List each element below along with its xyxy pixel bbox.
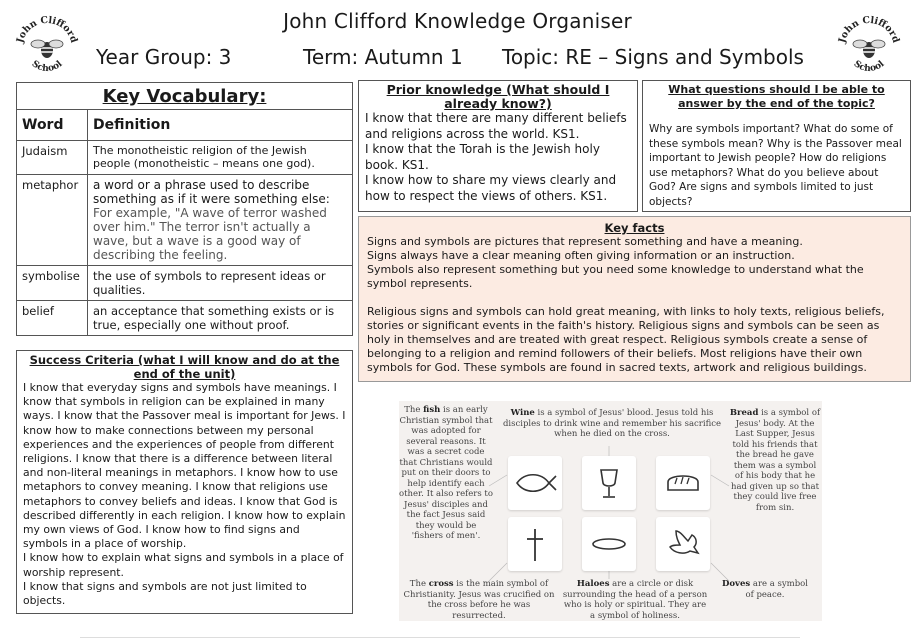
halo-card — [582, 517, 636, 571]
fish-caption — [399, 405, 493, 542]
prior-line: I know that the Torah is the Jewish holy book. KS1. — [365, 142, 600, 172]
cross-card — [508, 517, 562, 571]
chalice-icon — [582, 456, 636, 510]
table-row — [17, 300, 352, 335]
vocab-definition: the use of symbols to represent ideas or qualities. — [88, 265, 353, 300]
col-definition-header: Definition — [88, 110, 353, 140]
cross-caption-text: The cross is the main symbol of Christianity. Jesus was crucified on the cross before he was resurrected. — [403, 579, 555, 621]
prior-knowledge-panel — [358, 80, 638, 212]
topic: Topic: RE – Signs and Symbols — [502, 45, 804, 69]
svg-text:John Clifford: John Clifford — [836, 14, 902, 45]
bread-card — [656, 456, 710, 510]
prior-title: Prior knowledge (What should I already know?) — [386, 82, 610, 111]
keyfacts-p2: Signs always have a clear meaning often giving information or an instruction. — [367, 249, 795, 262]
fish-caption-text: The fish is an early Christian symbol that was adopted for several reasons. It was a secret code that Christians would put on their doors to help identify each other. It also refers to Jesus' disciples and the fact Jesus said they would be 'fishers of men'. — [399, 405, 493, 541]
success-text: I know that everyday signs and symbols have meanings. I know that symbols in religion can be explained in many ways. I know that the Passover meal is important for Jews. I know how to make connections between my personal experiences and the experiences of people from different religions. I know that there is a difference between literal and non-literal meanings in metaphors. I know how to use metaphors to convey meaning. I know that religions use metaphors to convey beliefs and ideas. I know that God is described differently in each religion. I know how to explain my own views of God. I know how to find signs and symbols in a place of worship. — [23, 381, 346, 551]
page-title: John Clifford Knowledge Organiser — [283, 9, 632, 33]
questions-text: Why are symbols important? What do some of these symbols mean? Why is the Passover meal important to Jewish people? How do religions use metaphors? What do you believe about God? Are signs and symbols limited to just objects? — [649, 123, 902, 208]
vocab-definition: a word or a phrase used to describe something as if it were something else: — [93, 177, 330, 206]
success-title: Success Criteria (what I will know and do at the end of the unit) — [29, 353, 340, 381]
cross-icon — [508, 517, 562, 571]
year-group: Year Group: 3 — [96, 45, 232, 69]
success-criteria-panel — [16, 350, 353, 614]
prior-line: I know how to share my views clearly and how to respect the views of others. KS1. — [365, 173, 617, 203]
table-row — [17, 265, 352, 300]
vocab-word: belief — [17, 300, 88, 335]
keyfacts-p4: Religious signs and symbols can hold great meaning, with links to holy texts, religious beliefs, stories or significant events in the faith's history. Religious signs and symbols can be seen as holy in themselves and are treated with great respect. Religious symbols create a sense of belonging to a religion and remind followers of their beliefs. Most religions have their own symbols for God. These symbols are found in sacred texts, artwork and religious buildings. — [367, 305, 885, 374]
svg-text:John Clifford: John Clifford — [14, 14, 80, 45]
dove-card — [656, 517, 710, 571]
keyfacts-p1: Signs and symbols are pictures that represent something and have a meaning. — [367, 235, 803, 248]
vocab-definition: The monotheistic religion of the Jewish people (monotheistic – means one god). — [88, 140, 353, 174]
vocab-word: metaphor — [17, 174, 88, 265]
vocab-title: Key Vocabulary: — [17, 83, 352, 110]
vocab-definition: an acceptance that something exists or is true, especially one without proof. — [88, 300, 353, 335]
col-word-header: Word — [17, 110, 88, 140]
key-facts-panel — [358, 216, 911, 382]
vocab-word: Judaism — [17, 140, 88, 174]
svg-text:School: School — [851, 59, 887, 75]
fish-icon — [508, 456, 562, 510]
questions-panel — [642, 80, 911, 212]
dove-icon — [656, 517, 710, 571]
table-row — [17, 140, 352, 174]
vocab-word: symbolise — [17, 265, 88, 300]
wine-caption — [499, 408, 725, 440]
table-row — [17, 174, 352, 265]
vocab-definition-cell — [88, 174, 353, 265]
halo-caption-text: Haloes are a circle or disk surrounding the head of a person who is holy or spiritual. They are a symbol of holiness. — [562, 579, 708, 621]
keyfacts-title: Key facts — [604, 221, 665, 235]
bottom-divider — [80, 637, 800, 638]
fish-card — [508, 456, 562, 510]
term: Term: Autumn 1 — [303, 45, 463, 69]
bread-caption — [729, 408, 821, 513]
cross-caption — [403, 579, 555, 621]
questions-title: What questions should I be able to answer by the end of the topic? — [668, 83, 885, 110]
bread-icon — [656, 456, 710, 510]
dove-caption — [717, 579, 813, 600]
prior-line: I know that there are many different beliefs and religions across the world. KS1. — [365, 111, 627, 141]
success-text-2: I know how to explain what signs and symbols in a place of worship represent. — [23, 551, 344, 579]
vocab-example: For example, "A wave of terror washed over him." The terror isn't actually a wave, but a wave is a good way of describing the feeling. — [93, 205, 327, 262]
key-vocabulary-panel — [16, 82, 353, 336]
dove-caption-text: Doves are a symbol of peace. — [721, 579, 809, 600]
keyfacts-p3: Symbols also represent something but you need some knowledge to understand what the symbol represents. — [367, 263, 864, 290]
wine-caption-text: Wine is a symbol of Jesus' blood. Jesus told his disciples to drink wine and remember his sacrifice when he died on the cross. — [502, 408, 722, 439]
symbols-illustration — [399, 401, 822, 621]
svg-text:School: School — [29, 59, 65, 75]
bread-caption-text: Bread is a symbol of Jesus' body. At the Last Supper, Jesus told his friends that the bread he gave them was a symbol of his body that he had given up so that they could live free from sin. — [729, 408, 821, 513]
table-row — [17, 110, 352, 140]
vocab-table — [17, 110, 352, 335]
halo-caption — [561, 579, 709, 621]
wine-card — [582, 456, 636, 510]
halo-icon — [582, 517, 636, 571]
success-text-3: I know that signs and symbols are not just limited to objects. — [23, 579, 307, 608]
